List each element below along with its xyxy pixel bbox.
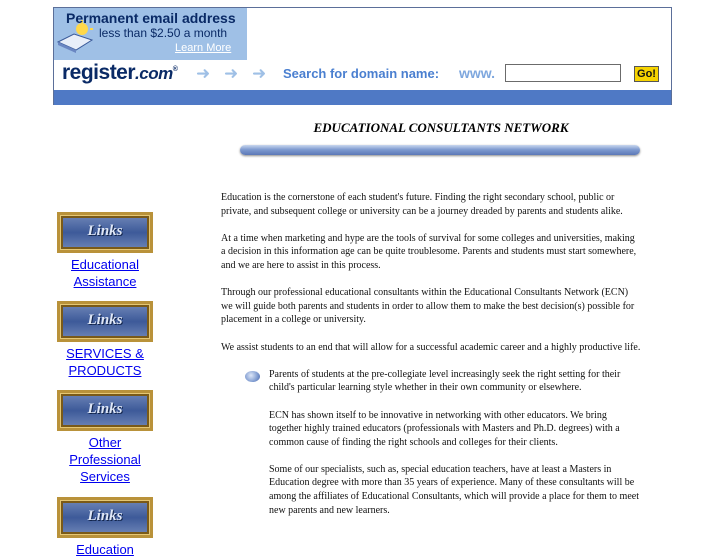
arrow-right-icon: ➜: [252, 64, 267, 84]
bullet-list: [221, 368, 641, 518]
main-content: [221, 191, 641, 531]
sidebar-item-educational-assistance: [57, 212, 153, 290]
domain-search-input[interactable]: [505, 64, 621, 82]
banner-strip: [54, 90, 671, 105]
arrow-right-icon: ➜: [196, 64, 211, 84]
ad-price: less than $2.50 a month: [99, 26, 228, 40]
links-button-label: Links: [87, 312, 123, 328]
page-title: EDUCATIONAL CONSULTANTS NETWORK: [313, 120, 569, 135]
ecn-guidance-paragraph: Through our professional educational consultants within the Educational Consultants Network (ECN) we will guide both parents and students in order to allow them to make the best decision(s) possible for placement in a college or university.: [221, 287, 635, 326]
bullet-parents: Parents of students at the pre-collegiate level increasingly seek the right setting for their child's particular learning style whether in their own community or elsewhere.: [269, 368, 621, 394]
sidebar-item-services-products: [57, 301, 153, 379]
bullet-icon: [245, 371, 260, 382]
arrow-right-icon: ➜: [224, 64, 239, 84]
register-logo[interactable]: [62, 61, 177, 85]
assist-paragraph: We assist students to an end that will allow for a successful academic career and a highly productive life.: [221, 341, 641, 353]
links-button-label: Links: [87, 223, 123, 239]
sidebar-link-other-professional-services[interactable]: Other Professional Services: [69, 435, 141, 484]
intro-paragraph: Education is the cornerstone of each student's future. Finding the right secondary school, public or private, and subsequent college or university can be a journey dreaded by parents and students alike.: [221, 192, 623, 217]
www-label: www.: [459, 65, 496, 81]
learn-more-link[interactable]: Learn More: [175, 42, 232, 54]
links-button[interactable]: [57, 390, 153, 431]
sidebar-item-other-professional-services: [57, 390, 153, 485]
register-com-banner: [53, 7, 672, 105]
sidebar-item-education: [57, 497, 153, 558]
links-button-label: Links: [87, 508, 123, 524]
search-label: Search for domain name:: [283, 66, 440, 81]
logo-mark: ®: [172, 66, 178, 73]
title-divider: [240, 145, 640, 155]
logo-main: register: [62, 61, 136, 84]
email-ad[interactable]: [54, 8, 247, 60]
sidebar-link-education[interactable]: Education: [76, 542, 134, 557]
links-button[interactable]: [57, 212, 153, 253]
bullet-specialists: Some of our specialists, such as, special education teachers, have at least a Masters in Education degree with more than 35 years of experience. Many of these consultants will be among the affiliates of Educational Consultants, which will provide a place for them to meet new parents and new learners.: [269, 463, 639, 516]
links-button-label: Links: [87, 401, 123, 417]
domain-search-bar: [54, 60, 671, 88]
go-button[interactable]: Go!: [634, 66, 659, 82]
sidebar-link-services-products[interactable]: SERVICES & PRODUCTS: [66, 346, 144, 378]
ad-title: Permanent email address: [66, 10, 236, 26]
logo-suffix: .com: [135, 64, 173, 83]
marketing-paragraph: At a time when marketing and hype are the tools of survival for some colleges and universities, making a decision in this information age can be quite troublesome. Parents and students must start somewhere, and we are here to assist in this process.: [221, 232, 637, 271]
links-button[interactable]: [57, 301, 153, 342]
sidebar-link-educational-assistance[interactable]: Educational Assistance: [71, 257, 139, 289]
links-button[interactable]: [57, 497, 153, 538]
bullet-innovation: ECN has shown itself to be innovative in networking with other educators. We bring together highly trained educators (professionals with Masters and Ph.D. degrees) with a common cause of finding the right schools and colleges for their clients.: [269, 409, 620, 448]
